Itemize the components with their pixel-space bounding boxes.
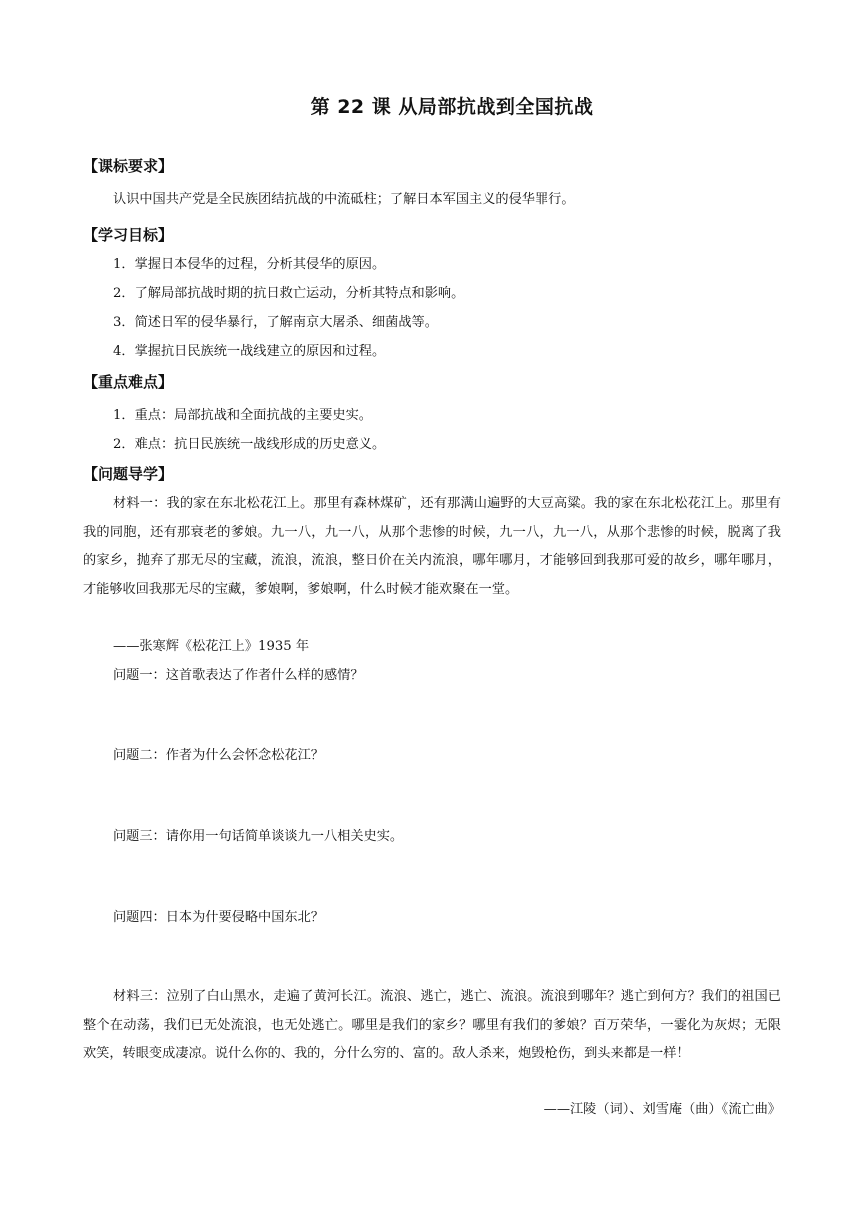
- curriculum-text: 认识中国共产党是全民族团结抗战的中流砥柱；了解日本军国主义的侵华罪行。: [113, 192, 575, 207]
- question-one: 问题一：这首歌表达了作者什么样的感情？: [113, 668, 364, 683]
- question-four: 问题四：日本为什要侵略中国东北？: [113, 910, 324, 925]
- question-three: 问题三：请你用一句话简单谈谈九一八相关史实。: [113, 829, 404, 844]
- objective-item: 1．掌握日本侵华的过程，分析其侵华的原因。: [113, 257, 386, 272]
- heading-guided-study: 【问题导学】: [83, 465, 174, 483]
- key-point-item: 2．难点：抗日民族统一战线形成的历史意义。: [113, 437, 386, 452]
- heading-objectives: 【学习目标】: [83, 226, 174, 244]
- material-one-source: ——张寒辉《松花江上》1935 年: [113, 639, 310, 654]
- heading-key-points: 【重点难点】: [83, 373, 174, 391]
- material-one: 材料一：我的家在东北松花江上。那里有森林煤矿，还有那满山遍野的大豆高粱。我的家在东北松花江上。那里有我的同胞，还有那衰老的爹娘。九一八，九一八，从那个悲惨的时候，九一八，九一八，从那个悲惨的时候，脱离了我的家乡，抛弃了那无尽的宝藏，流浪，流浪，整日价在关内流浪，哪年哪月，才能够回到我那可爱的故乡，哪年哪月，才能够收回我那无尽的宝藏，爹娘啊，爹娘啊，什么时候才能欢聚在一堂。: [83, 496, 781, 597]
- heading-curriculum: 【课标要求】: [83, 157, 174, 175]
- objective-item: 3．简述日军的侵华暴行，了解南京大屠杀、细菌战等。: [113, 315, 438, 330]
- page-title: 第 22 课 从局部抗战到全国抗战: [310, 96, 594, 118]
- question-two: 问题二：作者为什么会怀念松花江？: [113, 748, 324, 763]
- material-three: 材料三：泣别了白山黑水，走遍了黄河长江。流浪、逃亡，逃亡、流浪。流浪到哪年？逃亡到何方？我们的祖国已整个在动荡，我们已无处流浪，也无处逃亡。哪里是我们的家乡？哪里有我们的爹娘？百万荣华，一霎化为灰烬；无限欢笑，转眼变成凄凉。说什么你的、我的，分什么穷的、富的。敌人杀来，炮毁枪伤，到头来都是一样！: [83, 989, 781, 1061]
- material-three-source: ——江陵（词）、刘雪庵（曲）《流亡曲》: [543, 1102, 781, 1117]
- objective-item: 4．掌握抗日民族统一战线建立的原因和过程。: [113, 344, 386, 359]
- key-point-item: 1．重点：局部抗战和全面抗战的主要史实。: [113, 408, 372, 423]
- objective-item: 2．了解局部抗战时期的抗日救亡运动，分析其特点和影响。: [113, 286, 465, 301]
